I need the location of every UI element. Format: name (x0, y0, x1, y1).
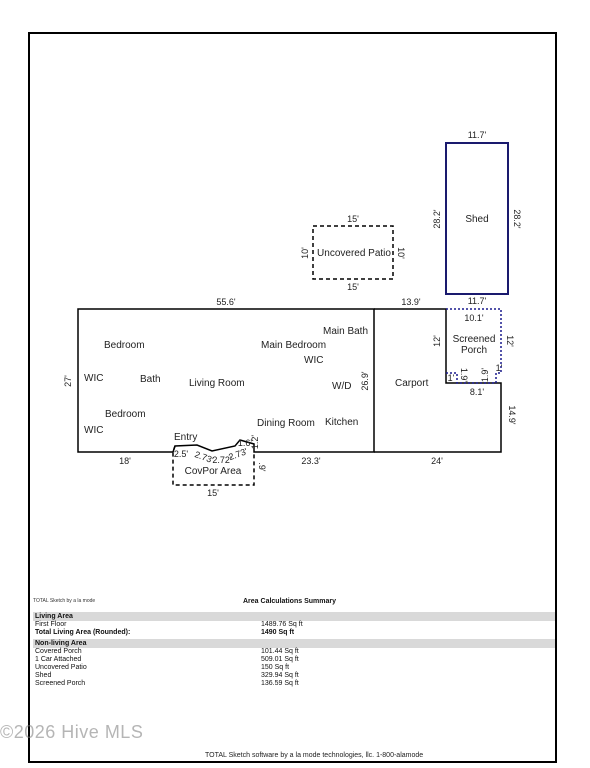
row-value: 101.44 Sq ft (261, 648, 299, 655)
porch-right-dim: 12' (505, 335, 515, 347)
right-side-dim: 14.9' (507, 405, 517, 425)
patio-left-dim: 10' (300, 247, 310, 259)
room-bedroom-1: Bedroom (104, 340, 145, 351)
room-wic-2: WIC (84, 425, 104, 436)
row-name: Shed (35, 672, 52, 679)
table-row (33, 656, 555, 664)
porch-left-dim: 12' (432, 335, 442, 347)
row-name: 1 Car Attached (35, 656, 82, 663)
watermark: ©2026 Hive MLS (0, 722, 144, 742)
table-row (33, 621, 555, 629)
room-wic-3: WIC (304, 355, 324, 366)
room-carport: Carport (395, 378, 429, 389)
porch-small-dim-2: 1.9' (480, 367, 490, 383)
summary-title: Area Calculations Summary (243, 598, 336, 605)
carport-side-dim: 26.9' (360, 371, 370, 391)
main-left-dim: 27' (63, 375, 73, 387)
table-row (33, 664, 555, 672)
row-value: 1490 Sq ft (261, 629, 295, 636)
porch-top-dim: 10.1' (464, 313, 484, 323)
covpor-dim-c: 2.72' (212, 455, 232, 465)
room-bedroom-2: Bedroom (105, 409, 146, 420)
row-name: Uncovered Patio (35, 664, 87, 671)
row-value: 1489.76 Sq ft (261, 621, 303, 628)
porch-small-dim-1: 1.9' (459, 367, 469, 383)
table-row (33, 648, 555, 656)
covpor-dim-b: 2.73' (193, 449, 215, 466)
bottom-left-dim: 18' (119, 456, 131, 466)
table-row (33, 629, 555, 637)
summary-header (33, 598, 555, 610)
room-dining: Dining Room (257, 418, 315, 429)
room-living: Living Room (189, 378, 245, 389)
porch-small-dim-4: 1' (495, 363, 503, 373)
row-name: Total Living Area (Rounded): (35, 629, 131, 636)
table-row (33, 672, 555, 680)
room-wic-1: WIC (84, 373, 104, 384)
row-name: First Floor (35, 621, 67, 628)
patio-label: Uncovered Patio (317, 248, 391, 259)
shed-top-dim: 11.7' (467, 130, 487, 140)
covpor-dim-f: 1.2' (250, 434, 260, 450)
room-main-bedroom: Main Bedroom (261, 340, 327, 351)
covpor-bottom-dim: 15' (207, 488, 219, 498)
room-main-bath: Main Bath (323, 326, 369, 337)
porch-label-line1: Screened (452, 334, 496, 345)
room-entry: Entry (174, 432, 198, 443)
shed-left-dim: 28.2' (432, 209, 442, 229)
carport-bottom-dim: 24' (431, 456, 443, 466)
room-kitchen: Kitchen (325, 417, 359, 428)
covpor-dim-g: .9' (257, 462, 267, 472)
porch-bottom-dim: 8.1' (469, 387, 485, 397)
covpor-label: CovPor Area (184, 466, 242, 477)
patio-right-dim: 10' (396, 247, 406, 259)
row-value: 136.59 Sq ft (261, 680, 299, 687)
summary-brand: TOTAL Sketch by a la mode (33, 598, 96, 604)
row-name: Covered Porch (35, 648, 82, 655)
covpor-dim-a: 2.5' (173, 449, 189, 459)
covpor-dim-e: 1.6' (237, 438, 253, 448)
covpor-dim-d: 2.73' (227, 446, 249, 463)
row-value: 150 Sq ft (261, 664, 290, 671)
area-summary-table (33, 598, 555, 688)
row-name: Screened Porch (35, 680, 86, 687)
shed-bottom-dim: 11.7' (467, 296, 487, 306)
room-wd: W/D (332, 381, 352, 392)
living-area-header: Living Area (33, 612, 555, 621)
room-bath: Bath (140, 374, 161, 385)
porch-small-dim-3: 1' (447, 373, 455, 383)
bottom-mid-dim: 23.3' (301, 456, 321, 466)
row-value: 329.94 Sq ft (261, 672, 299, 679)
table-row (33, 680, 555, 688)
shed-right-dim: 28.2' (512, 209, 522, 229)
footer-text: TOTAL Sketch software by a la mode technologies, llc. 1-800-alamode (205, 752, 424, 759)
nonliving-area-header: Non-living Area (33, 639, 555, 648)
patio-bottom-dim: 15' (347, 282, 359, 292)
shed-label: Shed (465, 214, 489, 225)
carport-top-dim: 13.9' (401, 297, 421, 307)
main-top-dim: 55.6' (216, 297, 236, 307)
row-value: 509.01 Sq ft (261, 656, 299, 663)
porch-label-line2: Porch (460, 345, 488, 356)
patio-top-dim: 15' (347, 214, 359, 224)
